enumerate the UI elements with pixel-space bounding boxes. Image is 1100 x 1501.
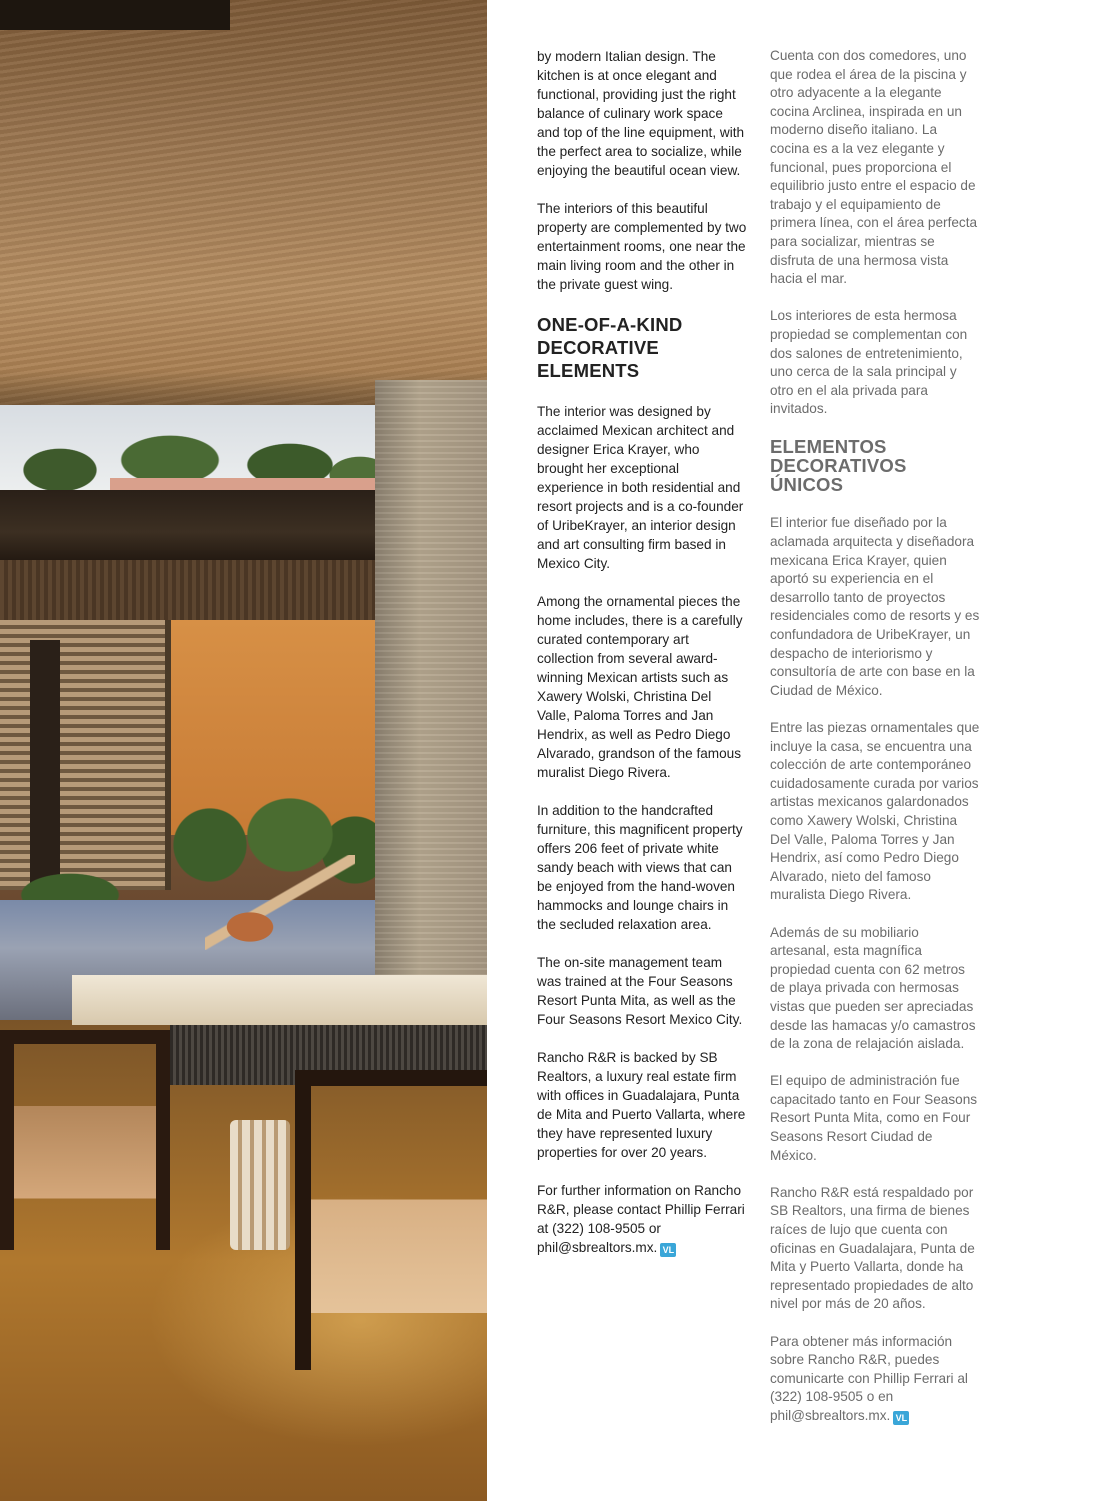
ceiling-edge [0,0,230,30]
cushioned-bench [72,975,487,1025]
spanish-column [770,47,980,1444]
en-section-heading: ONE-OF-A-KIND DECORATIVE ELEMENTS [537,314,683,381]
es-paragraph-2: Los interiores de esta hermosa propiedad se complementan con dos salones de entretenimiento, uno cerca de la sala principal y otro en el ala privada para invitados. [770,308,968,417]
es-paragraph-5: Además de su mobiliario artesanal, esta magnífica propiedad cuenta con 62 metros de playa privada con hermosas vistas que pueden ser apreciadas desde las hamacas y/o camastros de la zona de relajación aislada. [770,924,976,1052]
interior-terrace-photo [0,0,487,1501]
english-column [537,47,747,1276]
lounge-chair [205,855,355,950]
en-paragraph-8 [537,1181,747,1257]
en-paragraph-1: by modern Italian design. The kitchen is at once elegant and functional, providing just the right balance of culinary work space and top of the line equipment, with the perfect area to socialize, while enjoying the beautiful ocean view. [537,49,745,178]
beam-underside [0,560,380,620]
es-paragraph-7: Rancho R&R está respaldado por SB Realtors, una firma de bienes raíces de lujo que cuenta con oficinas en Guadalajara, Punta de Mita y Puerto Vallarta, donde ha representado propiedades de alto nivel por más de 20 años. [770,1184,975,1312]
en-paragraph-4: Among the ornamental pieces the home includes, there is a carefully curated contemporary art collection from several award-winning Mexican artists such as Xawery Wolski, Christina Del Valle, Paloma Torres and Jan Hendrix, as well as Pedro Diego Alvarado, grandson of the famous muralist Diego Rivera. [537,594,743,780]
armchair-right [295,1070,487,1370]
en-contact-text: For further information on Rancho R&R, please contact Phillip Ferrari at (322) 108-9505 or phil@sbrealtors.mx. [537,1183,745,1255]
es-paragraph-1: Cuenta con dos comedores, uno que rodea el área de la piscina y otro adyacente a la elegante cocina Arclinea, inspirada en un moderno diseño italiano. La cocina es a la vez elegante y funcional, pues proporciona el equilibrio justo entre el espacio de trabajo y el equipamiento de primera línea, con el área perfecta para socializar, mientras se disfruta de una hermosa vista hacia el mar. [770,48,978,287]
vl-logo-icon: VL [660,1243,676,1257]
en-paragraph-6: The on-site management team was trained at the Four Seasons Resort Punta Mita, as well as the Four Seasons Resort Mexico City. [537,955,743,1027]
wooden-shutters [0,620,171,890]
dark-beam [0,490,380,560]
side-stool [230,1120,290,1250]
en-paragraph-7: Rancho R&R is backed by SB Realtors, a luxury real estate firm with offices in Guadalajara, Punta de Mita and Puerto Vallarta, where they have represented luxury properties for over 20 years. [537,1050,746,1160]
en-paragraph-5: In addition to the handcrafted furniture, this magnificent property offers 206 feet of private white sandy beach with views that can be enjoyed from the hand-woven hammocks and lounge chairs in the secluded relaxation area. [537,803,743,932]
es-paragraph-3: El interior fue diseñado por la aclamada arquitecta y diseñadora mexicana Erica Krayer, quien aportó su experiencia en el desarrollo tanto de proyectos residenciales como de resorts y es confundadora de UribeKrayer, un despacho de interiorismo y consultoría de arte con base en la Ciudad de México. [770,515,980,698]
en-paragraph-2: The interiors of this beautiful property are complemented by two entertainment rooms, one near the main living room and the other in the private guest wing. [537,201,747,292]
wood-ceiling [0,0,487,415]
es-contact-text: Para obtener más información sobre Rancho R&R, puedes comunicarte con Phillip Ferrari al (322) 108-9505 o en phil@sbrealtors.mx. [770,1333,968,1423]
es-section-heading: ELEMENTOS DECORATIVOS ÚNICOS [770,436,907,496]
vl-logo-icon: VL [893,1411,909,1425]
shutter-opening [30,640,60,890]
armchair-left [0,1030,170,1250]
es-paragraph-4: Entre las piezas ornamentales que incluye la casa, se encuentra una colección de arte contemporáneo cuidadosamente curada por varios artistas mexicanos galardonados como Xawery Wolski, Christina Del Valle, Paloma Torres y Jan Hendrix, así como Pedro Diego Alvarado, nieto del famoso muralista Diego Rivera. [770,720,980,903]
es-paragraph-8 [770,1333,980,1426]
es-paragraph-6: El equipo de administración fue capacitado tanto en Four Seasons Resort Punta Mita, como en Four Seasons Resort Ciudad de México. [770,1073,978,1163]
en-paragraph-3: The interior was designed by acclaimed Mexican architect and designer Erica Krayer, who brought her exceptional experience in both residential and resort projects and is a co-founder of UribeKrayer, an interior design and art consulting firm based in Mexico City. [537,404,744,571]
